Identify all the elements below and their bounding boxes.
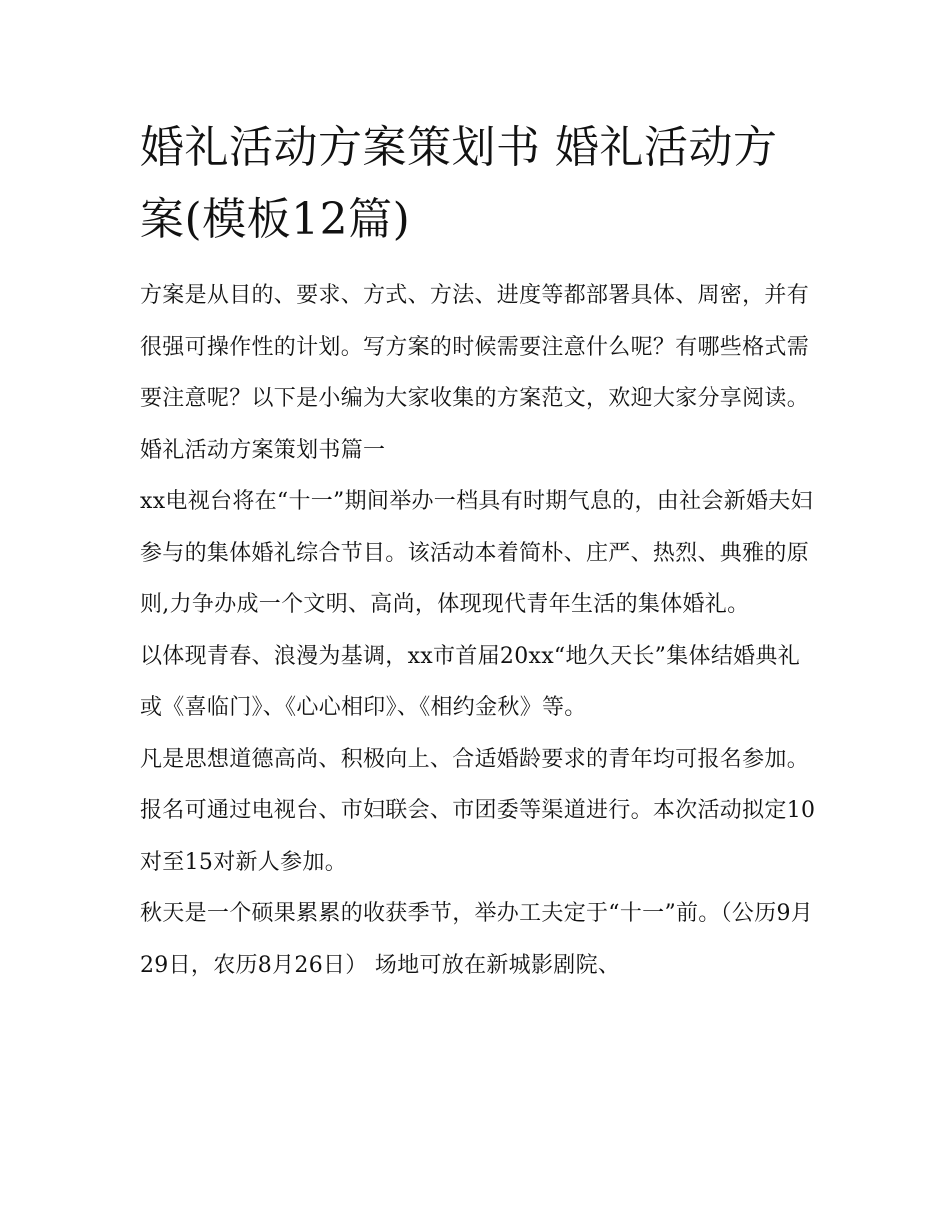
paragraph-theme: 以体现青春、浪漫为基调，xx市首届20xx“地久天长”集体结婚典礼或《喜临门》、《心心相印》、《相约金秋》等。 — [140, 643, 801, 720]
document-body — [140, 270, 820, 991]
document-title: 婚礼活动方案策划书 婚礼活动方案(模板12篇) — [140, 122, 778, 245]
document-content — [140, 112, 820, 991]
paragraph-time-venue: 秋天是一个硕果累累的收获季节，举办工夫定于“十一”前。（公历9月29日，农历8月26日） 场地可放在新城影剧院、 — [140, 901, 814, 978]
paragraph-participants: 凡是思想道德高尚、积极向上、合适婚龄要求的青年均可报名参加。报名可通过电视台、市妇联会、市团委等渠道进行。本次活动拟定10对至15对新人参加。 — [140, 746, 816, 875]
paragraph-intro: 方案是从目的、要求、方式、方法、进度等都部署具体、周密，并有很强可操作性的计划。写方案的时候需要注意什么呢？有哪些格式需要注意呢？以下是小编为大家收集的方案范文，欢迎大家分享阅读。 — [140, 283, 810, 411]
paragraph-event: xx电视台将在“十一”期间举办一档具有时期气息的，由社会新婚夫妇参与的集体婚礼综合节目。该活动本着简朴、庄严、热烈、典雅的原则,力争办成一个文明、高尚，体现现代青年生活的集体婚礼。 — [140, 489, 813, 617]
section-heading: 婚礼活动方案策划书篇一 — [140, 437, 386, 463]
